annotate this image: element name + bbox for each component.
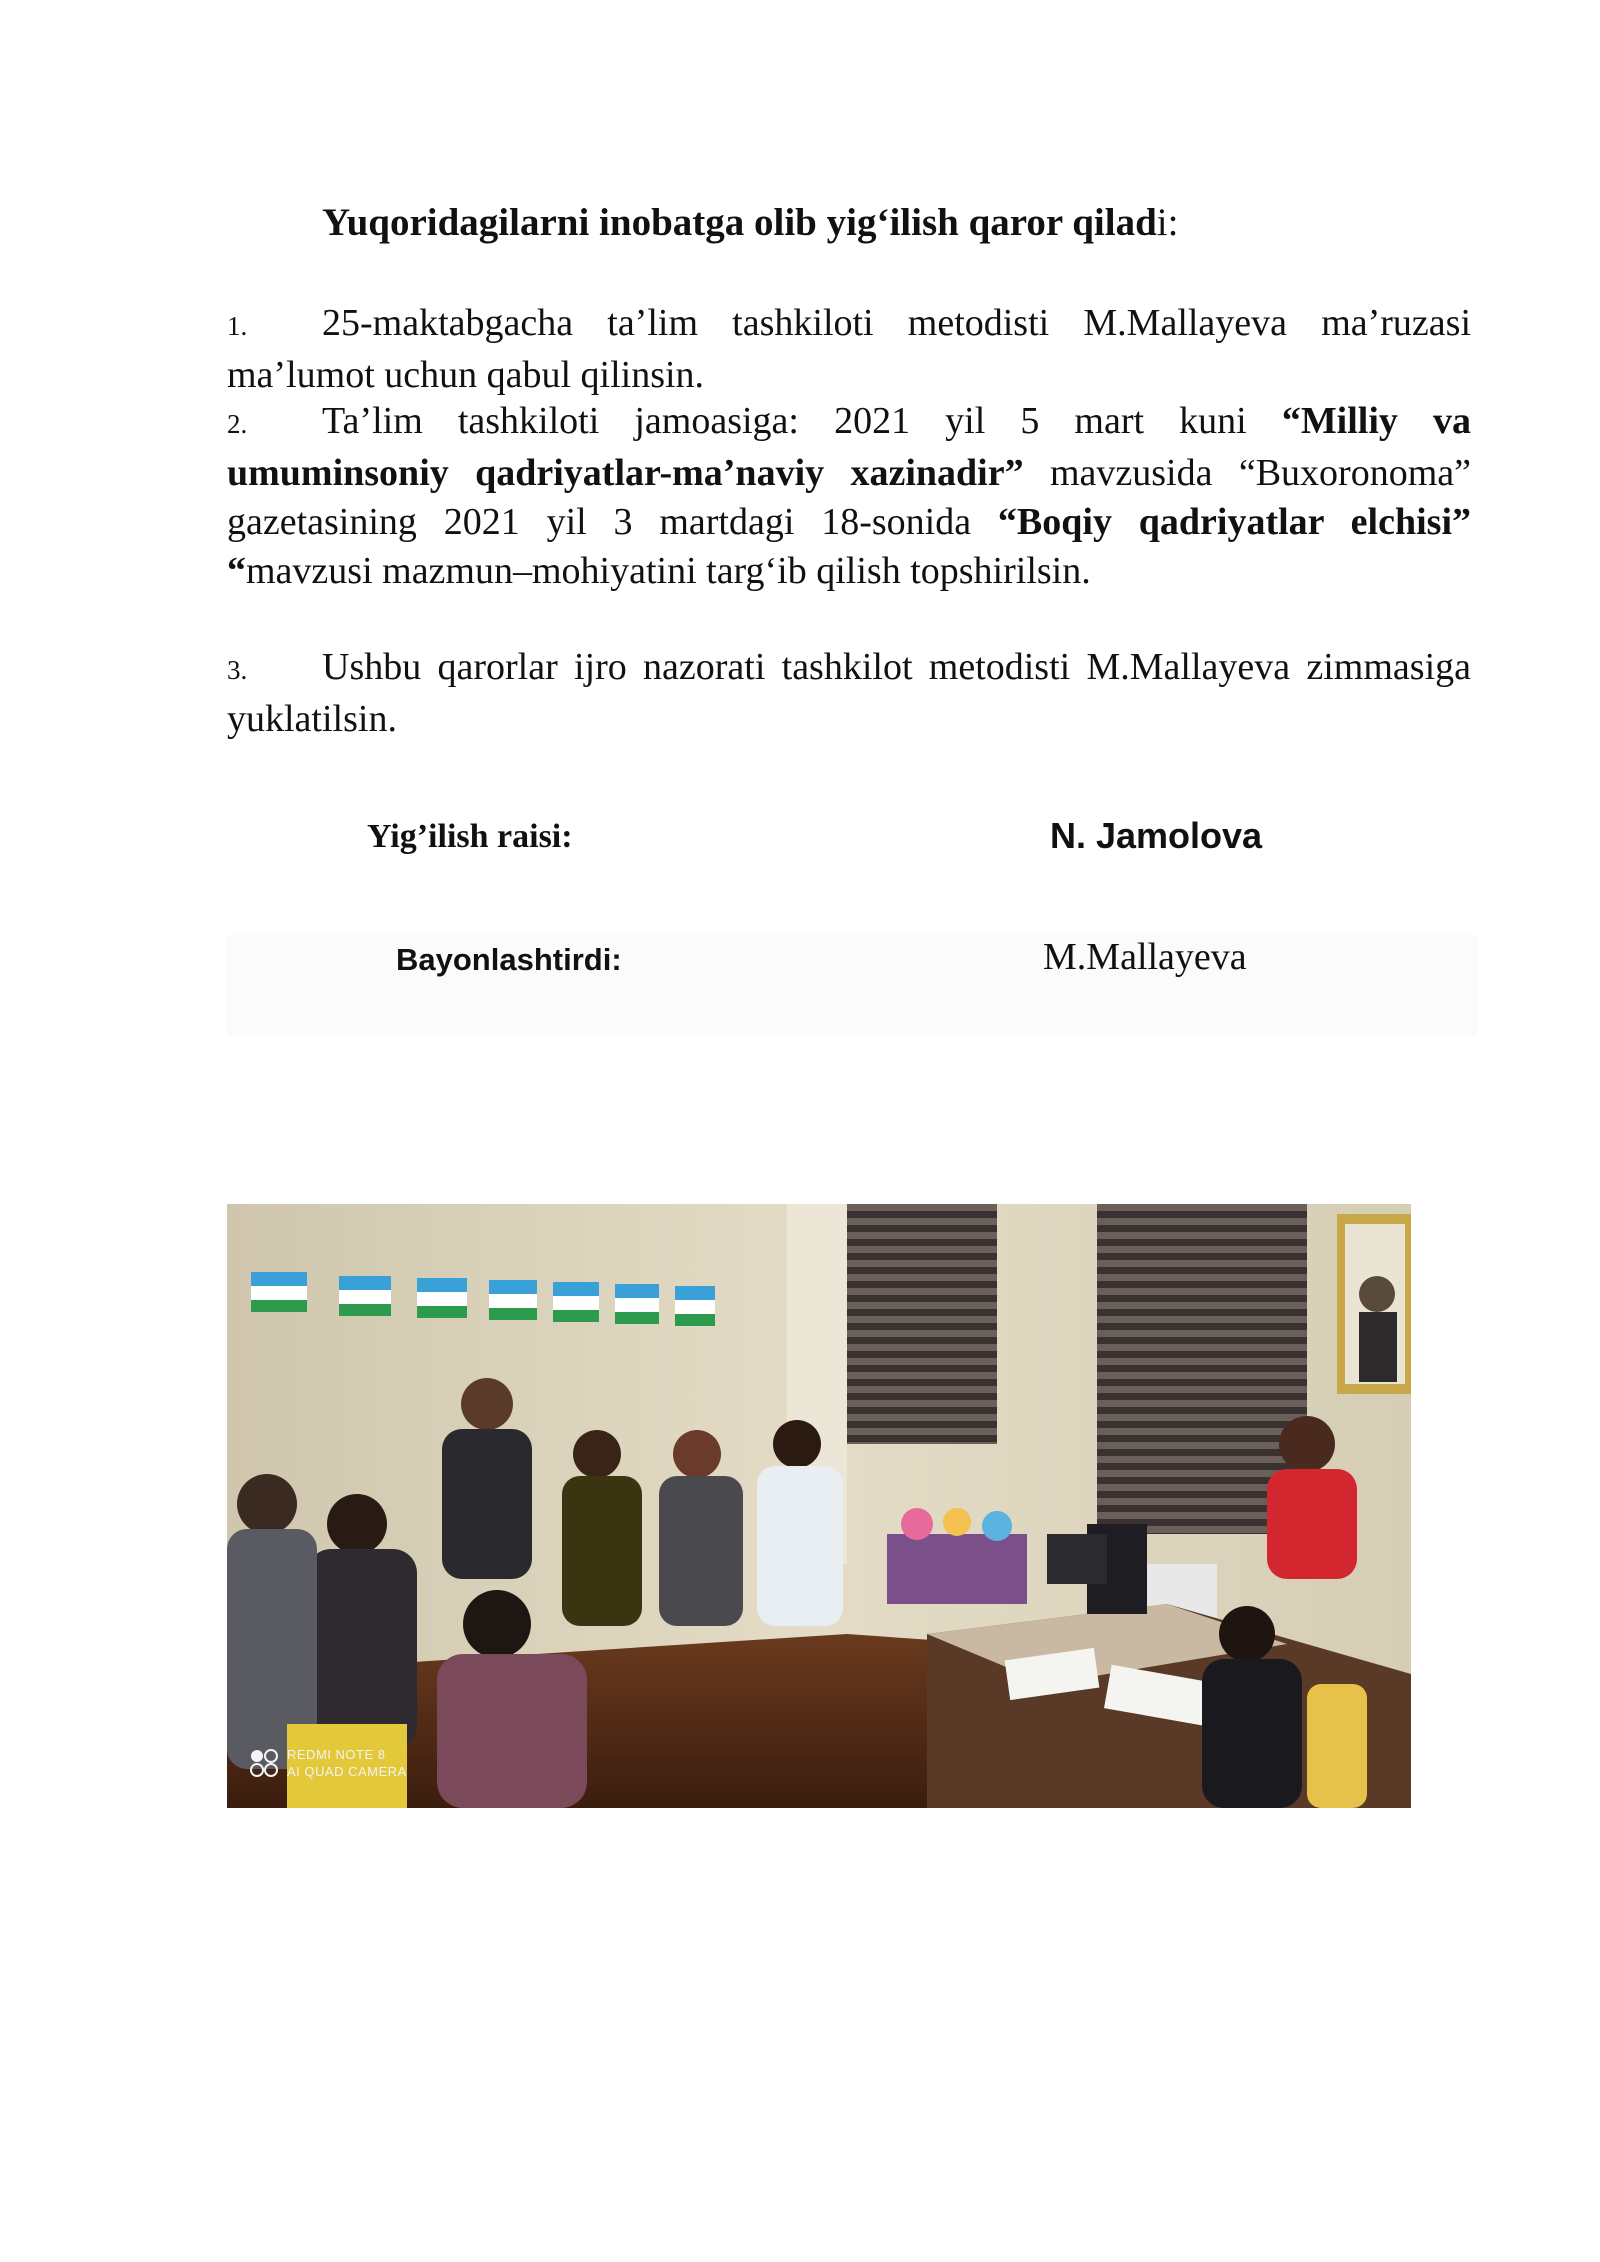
chair-label: Yig’ilish raisi: [367, 818, 573, 855]
meeting-photo-illustration [227, 1204, 1411, 1808]
decision-text-part: mavzusi mazmun–mohiyatini targ‘ib qilish topshirilsin. [246, 550, 1091, 592]
heading-bold-text: Yuqoridagilarni inobatga olib yig‘ilish qaror qilad [322, 201, 1157, 244]
recorder-name: M.Mallayeva [1043, 936, 1247, 978]
decision-item-3 [227, 643, 1471, 744]
watermark-line-1: REDMI NOTE 8 [287, 1747, 386, 1762]
decision-item-1 [227, 299, 1471, 400]
recorder-label: Bayonlashtirdi: [396, 942, 622, 977]
camera-logo-icon [249, 1748, 279, 1778]
meeting-photo [227, 1204, 1411, 1808]
watermark-line-2: AI QUAD CAMERA [287, 1764, 407, 1779]
decision-text: Ushbu qarorlar ijro nazorati tashkilot metodisti M.Mallayeva zimmasiga yuklatilsin. [227, 646, 1471, 740]
decision-text-part: mavzusida “Buxoronoma” gazetasining 2021 yil 3 martdagi 18-sonida [227, 452, 1471, 543]
decision-text-part: Ta’lim tashkiloti jamoasiga: 2021 yil 5 mart kuni [322, 400, 1282, 442]
decision-text: 25-maktabgacha ta’lim tashkiloti metodisti M.Mallayeva ma’ruzasi ma’lumot uchun qabul qilinsin. [227, 302, 1471, 396]
decision-number: 3. [227, 655, 248, 685]
decision-heading [322, 200, 1178, 245]
topic-title: “Milliy va umuminsoniy qadriyatlar-ma’naviy xazinadir” [227, 400, 1471, 494]
decision-number: 1. [227, 311, 248, 341]
article-title: “Boqiy qadriyatlar elchisi” “ [227, 501, 1471, 592]
decision-number: 2. [227, 409, 248, 439]
heading-tail-text: i: [1156, 201, 1179, 244]
chair-name: N. Jamolova [1050, 815, 1263, 856]
decision-item-2 [227, 397, 1471, 596]
camera-watermark [287, 1746, 407, 1780]
